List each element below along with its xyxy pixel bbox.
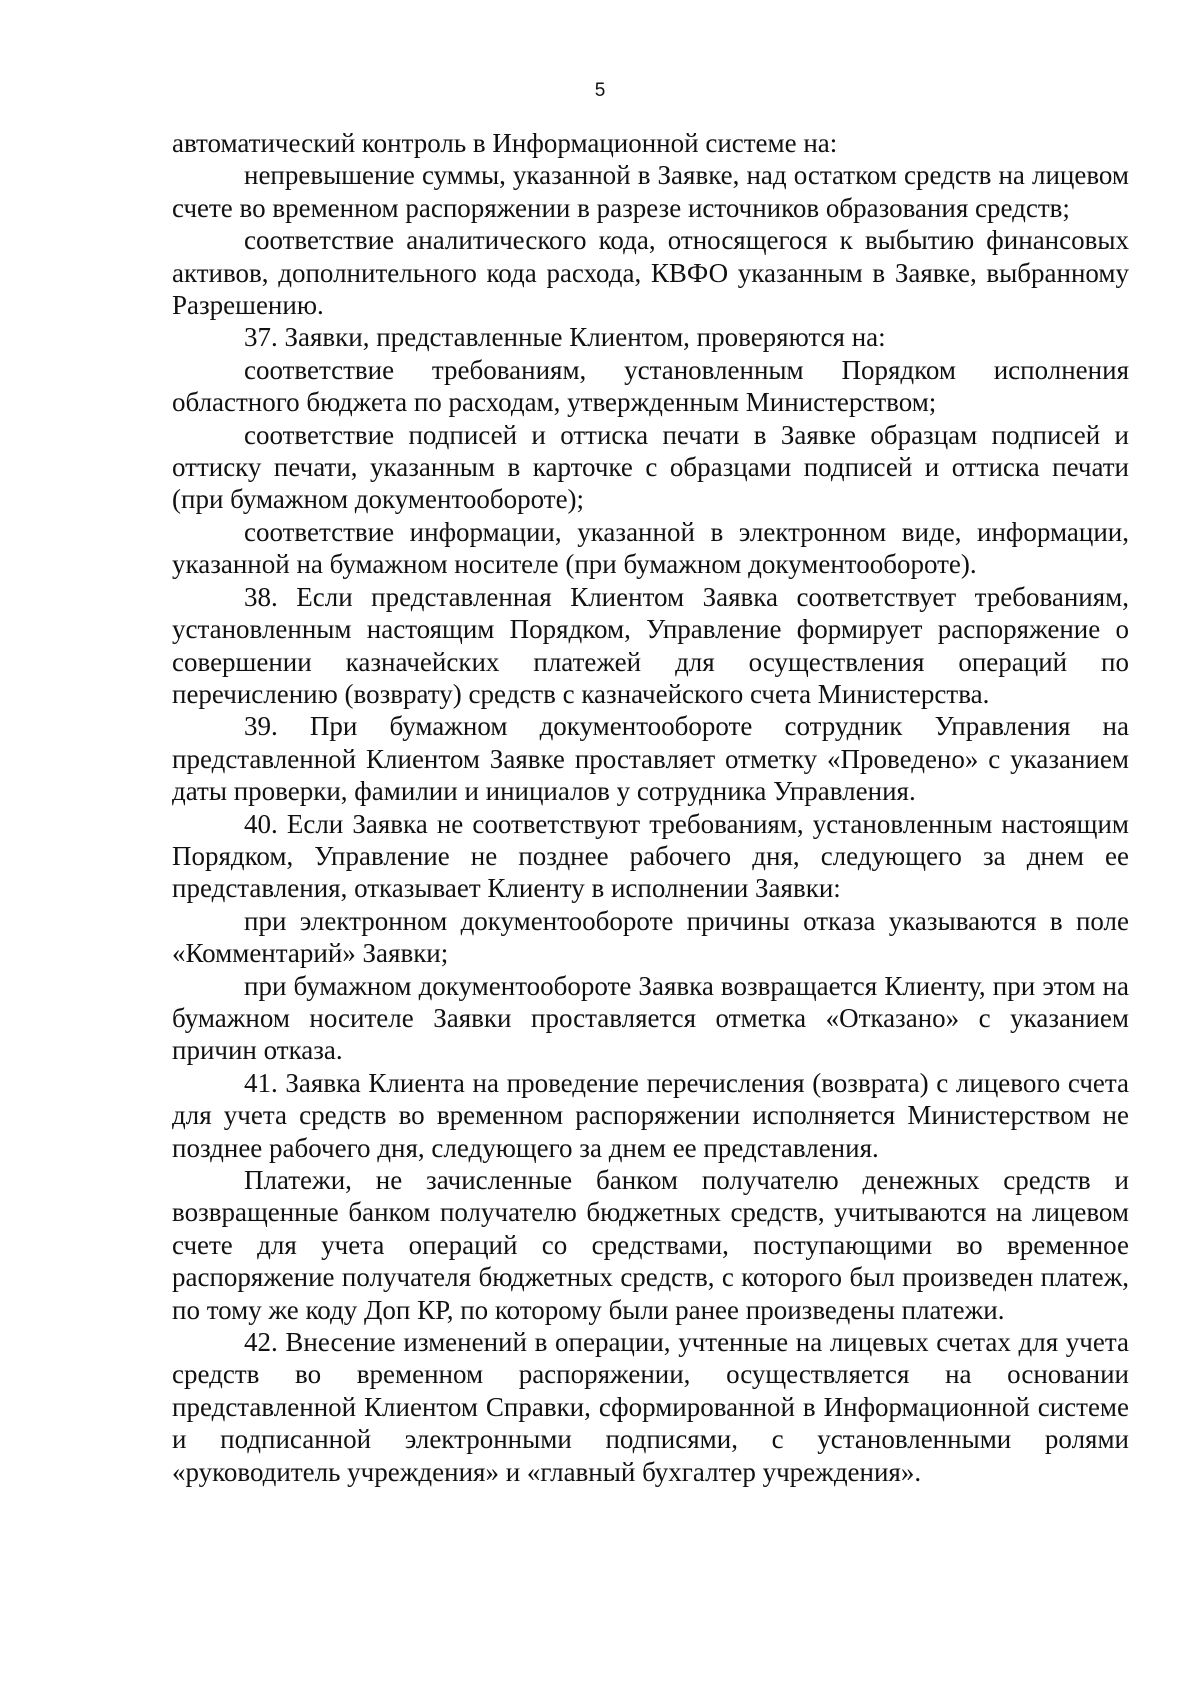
paragraph-auto-control-intro: автоматический контроль в Информационной системе на: bbox=[172, 128, 838, 158]
paragraph-clause-40: 40. Если Заявка не соответствуют требованиям, установленным настоящим Порядком, Управление не позднее рабочего дня, следующего за днем ее представления, отказывает Клиенту в исполнении Заявки: bbox=[172, 808, 1129, 904]
document-body bbox=[172, 127, 1129, 1488]
paragraph-clause-39: 39. При бумажном документообороте сотрудник Управления на представленной Клиентом Заявке проставляет отметку «Проведено» с указанием даты проверки, фамилии и инициалов у сотрудника Управления. bbox=[172, 711, 1129, 807]
paragraph-clause-42: 42. Внесение изменений в операции, учтенные на лицевых счетах для учета средств во временном распоряжении, осуществляется на основании представленной Клиентом Справки, сформированной в Информационной системе и подписанной электронными подписями, с установленными ролями «руководитель учреждения» и «главный бухгалтер учреждения». bbox=[172, 1327, 1129, 1487]
paragraph-amount-check: непревышение суммы, указанной в Заявке, над остатком средств на лицевом счете во временном распоряжении в разрезе источников образования средств; bbox=[172, 160, 1129, 223]
page-number: 5 bbox=[594, 80, 606, 101]
paragraph-clause-37: 37. Заявки, представленные Клиентом, проверяются на: bbox=[244, 322, 886, 353]
paragraph-electronic-refusal: при электронном документообороте причины отказа указываются в поле «Комментарий» Заявки; bbox=[172, 905, 1129, 969]
paragraph-clause-41: 41. Заявка Клиента на проведение перечисления (возврата) с лицевого счета для учета средств во временном распоряжении исполняется Министерством не позднее рабочего дня, следующего за днем ее представления. bbox=[172, 1067, 1129, 1163]
paragraph-paper-refusal: при бумажном документообороте Заявка возвращается Клиенту, при этом на бумажном носителе Заявки проставляется отметка «Отказано» с указанием причин отказа. bbox=[172, 970, 1129, 1066]
paragraph-returned-payments: Платежи, не зачисленные банком получателю денежных средств и возвращенные банком получателю бюджетных средств, учитываются на лицевом счете для учета операций со средствами, поступающими во временное распоряжение получателя бюджетных средств, с которого был произведен платеж, по тому же коду Доп КР, по которому были ранее произведены платежи. bbox=[172, 1165, 1129, 1325]
paragraph-code-check: соответствие аналитического кода, относящегося к выбытию финансовых активов, дополнительного кода расхода, КВФО указанным в Заявке, выбранному Разрешению. bbox=[172, 225, 1129, 321]
paragraph-info-match: соответствие информации, указанной в электронном виде, информации, указанной на бумажном носителе (при бумажном документообороте). bbox=[172, 516, 1129, 580]
paragraph-clause-38: 38. Если представленная Клиентом Заявка соответствует требованиям, установленным настоящим Порядком, Управление формирует распоряжение о совершении казначейских платежей для осуществления операций по перечислению (возврату) средств с казначейского счета Министерства. bbox=[172, 581, 1129, 709]
paragraph-signature-check: соответствие подписей и оттиска печати в Заявке образцам подписей и оттиску печати, указанным в карточке с образцами подписей и оттиска печати (при бумажном документообороте); bbox=[172, 419, 1129, 515]
paragraph-budget-requirements: соответствие требованиям, установленным Порядком исполнения областного бюджета по расходам, утвержденным Министерством; bbox=[172, 354, 1129, 418]
